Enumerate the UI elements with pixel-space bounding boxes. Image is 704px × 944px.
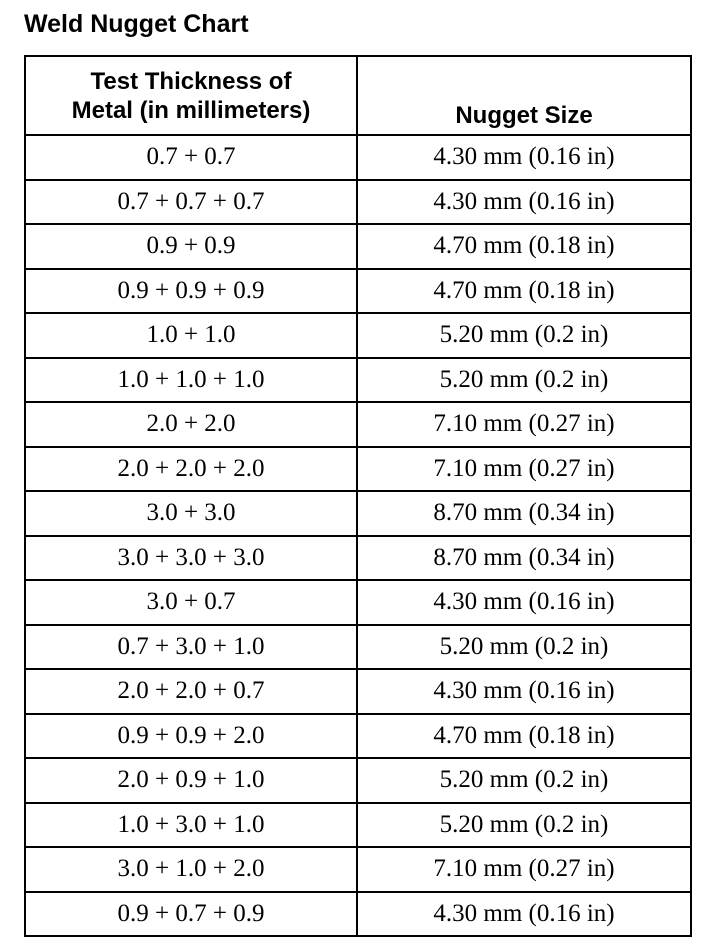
thickness-cell: 0.7 + 0.7 <box>25 135 357 180</box>
nugget-size-cell: 7.10 mm (0.27 in) <box>357 402 691 447</box>
table-row <box>25 714 691 759</box>
header-test-thickness-line2: Metal (in millimeters) <box>71 96 311 124</box>
table-row <box>25 758 691 803</box>
nugget-size-cell: 5.20 mm (0.2 in) <box>357 358 691 403</box>
thickness-cell: 0.7 + 3.0 + 1.0 <box>25 625 357 670</box>
thickness-cell: 2.0 + 2.0 + 2.0 <box>25 447 357 492</box>
thickness-cell: 2.0 + 2.0 <box>25 402 357 447</box>
table-row <box>25 669 691 714</box>
nugget-size-cell: 7.10 mm (0.27 in) <box>357 447 691 492</box>
weld-nugget-table <box>24 55 692 937</box>
table-row <box>25 491 691 536</box>
table-row <box>25 402 691 447</box>
nugget-size-cell: 4.70 mm (0.18 in) <box>357 269 691 314</box>
nugget-size-cell: 4.30 mm (0.16 in) <box>357 135 691 180</box>
header-nugget-size: Nugget Size <box>357 56 691 135</box>
nugget-size-cell: 4.30 mm (0.16 in) <box>357 669 691 714</box>
nugget-size-cell: 8.70 mm (0.34 in) <box>357 491 691 536</box>
table-body <box>25 135 691 936</box>
nugget-size-cell: 5.20 mm (0.2 in) <box>357 758 691 803</box>
chart-title: Weld Nugget Chart <box>24 10 249 38</box>
nugget-size-cell: 7.10 mm (0.27 in) <box>357 847 691 892</box>
table-row <box>25 135 691 180</box>
nugget-size-cell: 4.70 mm (0.18 in) <box>357 714 691 759</box>
table-header <box>25 56 691 135</box>
thickness-cell: 0.9 + 0.7 + 0.9 <box>25 892 357 937</box>
table-row <box>25 447 691 492</box>
table-row <box>25 625 691 670</box>
table-row <box>25 580 691 625</box>
thickness-cell: 2.0 + 0.9 + 1.0 <box>25 758 357 803</box>
thickness-cell: 3.0 + 3.0 + 3.0 <box>25 536 357 581</box>
nugget-size-cell: 4.70 mm (0.18 in) <box>357 224 691 269</box>
header-row <box>25 56 691 135</box>
thickness-cell: 1.0 + 1.0 + 1.0 <box>25 358 357 403</box>
table-row <box>25 224 691 269</box>
header-test-thickness <box>25 56 357 135</box>
thickness-cell: 0.9 + 0.9 <box>25 224 357 269</box>
thickness-cell: 0.9 + 0.9 + 2.0 <box>25 714 357 759</box>
nugget-size-cell: 5.20 mm (0.2 in) <box>357 803 691 848</box>
nugget-size-cell: 5.20 mm (0.2 in) <box>357 625 691 670</box>
header-test-thickness-line1: Test Thickness of <box>90 67 292 95</box>
thickness-cell: 1.0 + 1.0 <box>25 313 357 358</box>
table-row <box>25 892 691 937</box>
thickness-cell: 2.0 + 2.0 + 0.7 <box>25 669 357 714</box>
nugget-size-cell: 4.30 mm (0.16 in) <box>357 892 691 937</box>
thickness-cell: 3.0 + 3.0 <box>25 491 357 536</box>
table-row <box>25 358 691 403</box>
thickness-cell: 1.0 + 3.0 + 1.0 <box>25 803 357 848</box>
table-row <box>25 180 691 225</box>
table-row <box>25 536 691 581</box>
thickness-cell: 0.7 + 0.7 + 0.7 <box>25 180 357 225</box>
thickness-cell: 3.0 + 1.0 + 2.0 <box>25 847 357 892</box>
nugget-size-cell: 8.70 mm (0.34 in) <box>357 536 691 581</box>
thickness-cell: 0.9 + 0.9 + 0.9 <box>25 269 357 314</box>
table-row <box>25 847 691 892</box>
table-row <box>25 269 691 314</box>
thickness-cell: 3.0 + 0.7 <box>25 580 357 625</box>
nugget-size-cell: 4.30 mm (0.16 in) <box>357 580 691 625</box>
table-row <box>25 313 691 358</box>
nugget-size-cell: 4.30 mm (0.16 in) <box>357 180 691 225</box>
nugget-size-cell: 5.20 mm (0.2 in) <box>357 313 691 358</box>
table-row <box>25 803 691 848</box>
